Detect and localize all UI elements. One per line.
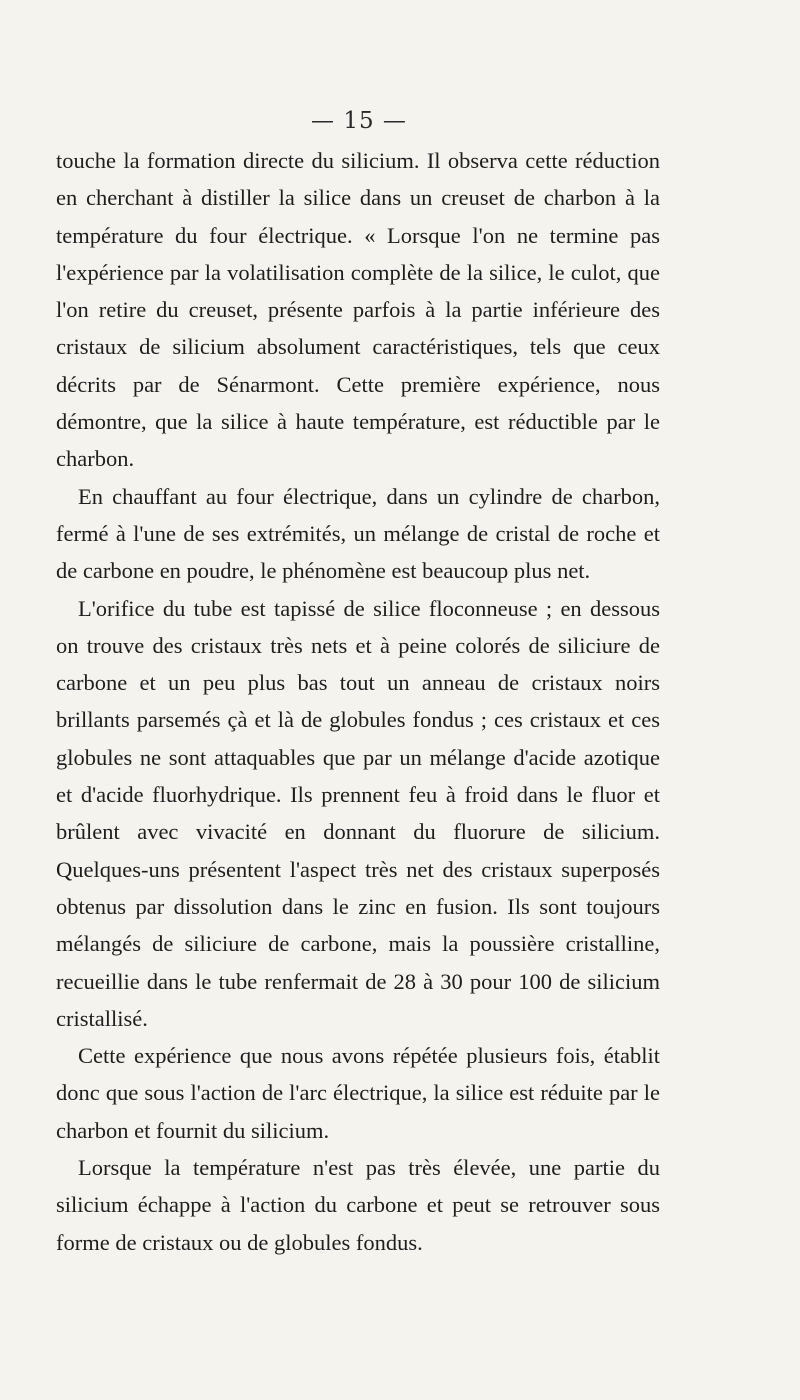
paragraph-5: Lorsque la température n'est pas très élevée, une partie du silicium échappe à l'action du carbone et peut se retrouver sous forme de cristaux ou de globules fondus. <box>56 1155 660 1255</box>
paragraph-4: Cette expérience que nous avons répétée plusieurs fois, établit donc que sous l'action de l'arc électrique, la silice est réduite par le charbon et fournit du silicium. <box>56 1043 660 1143</box>
paragraph-1: touche la formation directe du silicium. Il observa cette réduction en cherchant à distiller la silice dans un creuset de charbon à la température du four électrique. « Lorsque l'on ne termine pas l'expérience par la volatilisation complète de la silice, le culot, que l'on retire du creuset, présente parfois à la partie inférieure des cristaux de silicium absolument caractéristiques, tels que ceux décrits par de Sénarmont. Cette première expérience, nous démontre, que la silice à haute température, est réductible par le charbon. <box>56 148 660 472</box>
paragraph-3: L'orifice du tube est tapissé de silice floconneuse ; en dessous on trouve des cristaux très nets et à peine colorés de siliciure de carbone et un peu plus bas tout un anneau de cristaux noirs brillants parsemés çà et là de globules fondus ; ces cristaux et ces globules ne sont attaquables que par un mélange d'acide azotique et d'acide fluorhydrique. Ils prennent feu à froid dans le fluor et brûlent avec vivacité en donnant du fluorure de silicium. Quelques-uns présentent l'aspect très net des cristaux superposés obtenus par dissolution dans le zinc en fusion. Ils sont toujours mélangés de siliciure de carbone, mais la poussière cristalline, recueillie dans le tube renfermait de 28 à 30 pour 100 de silicium cristallisé. <box>56 595 660 1031</box>
page-number: — 15 — <box>311 108 407 134</box>
body-text <box>56 142 660 1261</box>
paragraph-2: En chauffant au four électrique, dans un cylindre de charbon, fermé à l'une de ses extrémités, un mélange de cristal de roche et de carbone en poudre, le phénomène est beaucoup plus net. <box>56 483 660 584</box>
